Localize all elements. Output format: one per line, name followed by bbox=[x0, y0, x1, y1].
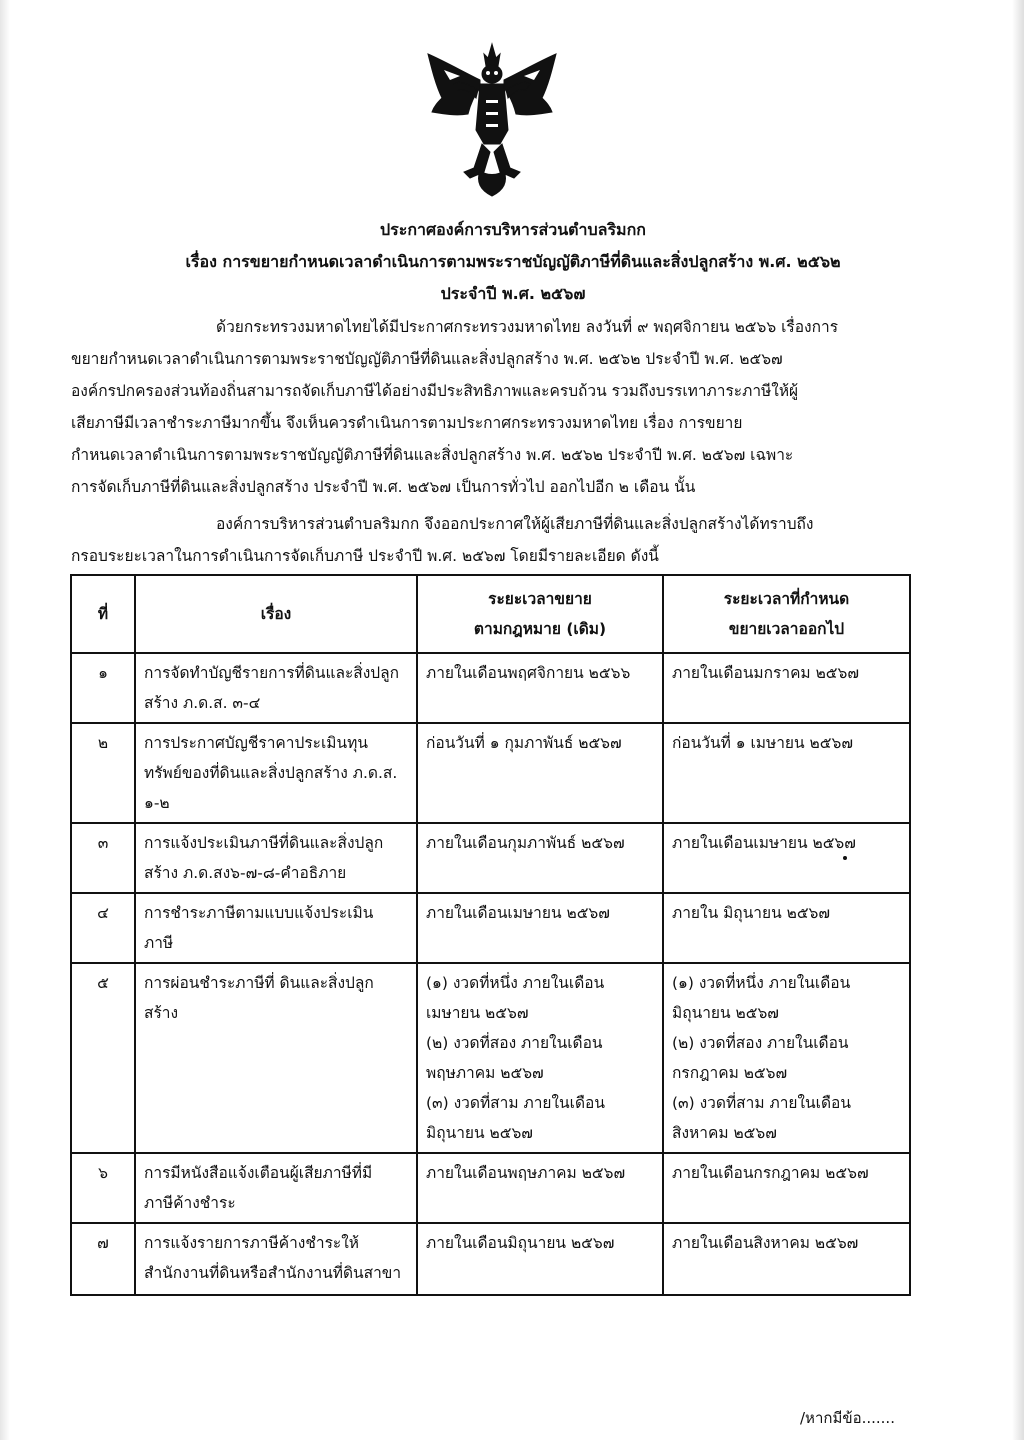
subject-line: การชำระภาษีตามแบบแจ้งประเมิน bbox=[144, 904, 374, 922]
table-row bbox=[71, 653, 910, 723]
original-line: ภายในเดือนพฤษภาคม ๒๕๖๗ bbox=[426, 1164, 626, 1182]
header-extended-line-1: ระยะเวลาที่กำหนด bbox=[723, 590, 850, 608]
row-original bbox=[417, 893, 663, 963]
row-subject bbox=[135, 723, 417, 823]
schedule-table bbox=[70, 574, 911, 1296]
paragraph-line: องค์กรปกครองส่วนท้องถิ่นสามารถจัดเก็บภาษีได้อย่างมีประสิทธิภาพและครบถ้วน รวมถึงบรรเทาภาระภาษีให้ผู้ bbox=[71, 382, 799, 400]
subject-line: การจัดทำบัญชีรายการที่ดินและสิ่งปลูก bbox=[144, 664, 400, 682]
header-subject: เรื่อง bbox=[135, 575, 417, 653]
row-extended bbox=[663, 963, 910, 1153]
row-number: ๓ bbox=[71, 823, 135, 893]
row-subject bbox=[135, 1153, 417, 1223]
subject-line: การประกาศบัญชีราคาประเมินทุน bbox=[144, 734, 368, 752]
subject-line: การแจ้งประเมินภาษีที่ดินและสิ่งปลูก bbox=[144, 834, 384, 852]
row-subject bbox=[135, 1223, 417, 1295]
table-row bbox=[71, 823, 910, 893]
announcement-title bbox=[70, 214, 956, 310]
title-line-1: ประกาศองค์การบริหารส่วนตำบลริมกก bbox=[380, 220, 646, 239]
original-line: ภายในเดือนมิถุนายน ๒๕๖๗ bbox=[426, 1234, 615, 1252]
subject-line: การแจ้งรายการภาษีค้างชำระให้ bbox=[144, 1234, 360, 1252]
row-original bbox=[417, 723, 663, 823]
subject-line: ภาษี bbox=[144, 934, 174, 952]
header-no: ที่ bbox=[71, 575, 135, 653]
table-row bbox=[71, 1153, 910, 1223]
page-edge-left bbox=[0, 0, 10, 1440]
extended-line: ภายในเดือนเมษายน ๒๕๖๗ bbox=[672, 834, 856, 852]
extended-line: ภายใน มิถุนายน ๒๕๖๗ bbox=[672, 904, 831, 922]
header-extended-period bbox=[663, 575, 910, 653]
row-number: ๔ bbox=[71, 893, 135, 963]
original-line: ภายในเดือนเมษายน ๒๕๖๗ bbox=[426, 904, 610, 922]
subject-line: การมีหนังสือแจ้งเตือนผู้เสียภาษีที่มี bbox=[144, 1164, 373, 1182]
paragraph-line: ด้วยกระทรวงมหาดไทยได้มีประกาศกระทรวงมหาดไทย ลงวันที่ ๙ พฤศจิกายน ๒๕๖๖ เรื่องการ bbox=[216, 318, 839, 336]
extended-line: ก่อนวันที่ ๑ เมษายน ๒๕๖๗ bbox=[672, 734, 853, 752]
table-row bbox=[71, 963, 910, 1153]
subject-line: ภาษีค้างชำระ bbox=[144, 1194, 236, 1212]
header-original-line-2: ตามกฎหมาย (เดิม) bbox=[473, 620, 607, 638]
subject-line: การผ่อนชำระภาษีที่ ดินและสิ่งปลูก bbox=[144, 974, 374, 992]
paragraph-line: การจัดเก็บภาษีที่ดินและสิ่งปลูกสร้าง ประจำปี พ.ศ. ๒๕๖๗ เป็นการทั่วไป ออกไปอีก ๒ เดือน นั้น bbox=[71, 478, 696, 496]
row-number: ๕ bbox=[71, 963, 135, 1153]
paragraph-line: องค์การบริหารส่วนตำบลริมกก จึงออกประกาศให้ผู้เสียภาษีที่ดินและสิ่งปลูกสร้างได้ทราบถึง bbox=[216, 515, 814, 533]
table-row bbox=[71, 723, 910, 823]
title-line-2: เรื่อง การขยายกำหนดเวลาดำเนินการตามพระราชบัญญัติภาษีที่ดินและสิ่งปลูกสร้าง พ.ศ. ๒๕๖๒ bbox=[185, 252, 841, 271]
row-original bbox=[417, 823, 663, 893]
extended-line: (๒) งวดที่สอง ภายในเดือน bbox=[672, 1034, 849, 1052]
subject-line: ทรัพย์ของที่ดินและสิ่งปลูกสร้าง ภ.ด.ส. bbox=[144, 764, 398, 782]
continued-note: /หากมีข้อ....... bbox=[800, 1409, 895, 1427]
page-edge-right bbox=[1012, 0, 1024, 1440]
subject-line: สำนักงานที่ดินหรือสำนักงานที่ดินสาขา bbox=[144, 1264, 402, 1282]
row-subject bbox=[135, 893, 417, 963]
extended-line: ภายในเดือนกรกฎาคม ๒๕๖๗ bbox=[672, 1164, 869, 1182]
paragraph-line: ขยายกำหนดเวลาดำเนินการตามพระราชบัญญัติภาษีที่ดินและสิ่งปลูกสร้าง พ.ศ. ๒๕๖๒ ประจำปี พ.ศ. ๒๕๖๗ bbox=[71, 350, 783, 368]
original-line: ภายในเดือนพฤศจิกายน ๒๕๖๖ bbox=[426, 664, 631, 682]
row-subject bbox=[135, 963, 417, 1153]
table-row bbox=[71, 893, 910, 963]
extended-line: มิถุนายน ๒๕๖๗ bbox=[672, 1004, 779, 1022]
row-subject bbox=[135, 823, 417, 893]
original-line: ก่อนวันที่ ๑ กุมภาพันธ์ ๒๕๖๗ bbox=[426, 734, 622, 752]
row-extended bbox=[663, 653, 910, 723]
subject-line: สร้าง ภ.ด.ส. ๓-๔ bbox=[144, 694, 261, 712]
paragraph-line: เสียภาษีมีเวลาชำระภาษีมากขึ้น จึงเห็นควรดำเนินการตามประกาศกระทรวงมหาดไทย เรื่อง การขยาย bbox=[71, 414, 743, 432]
subject-line: ๑-๒ bbox=[144, 794, 170, 812]
table-body bbox=[71, 653, 910, 1295]
garuda-emblem-icon bbox=[420, 40, 564, 200]
row-extended bbox=[663, 1153, 910, 1223]
extended-line: กรกฎาคม ๒๕๖๗ bbox=[672, 1064, 788, 1082]
header-original-period bbox=[417, 575, 663, 653]
extended-line: (๑) งวดที่หนึ่ง ภายในเดือน bbox=[672, 974, 851, 992]
original-line: มิถุนายน ๒๕๖๗ bbox=[426, 1124, 533, 1142]
original-line: (๑) งวดที่หนึ่ง ภายในเดือน bbox=[426, 974, 605, 992]
row-extended bbox=[663, 823, 910, 893]
row-extended bbox=[663, 1223, 910, 1295]
original-line: ภายในเดือนกุมภาพันธ์ ๒๕๖๗ bbox=[426, 834, 625, 852]
stray-mark bbox=[843, 856, 847, 860]
row-number: ๗ bbox=[71, 1223, 135, 1295]
original-line: เมษายน ๒๕๖๗ bbox=[426, 1004, 529, 1022]
extended-line: ภายในเดือนสิงหาคม ๒๕๖๗ bbox=[672, 1234, 859, 1252]
body-paragraph-2 bbox=[71, 508, 912, 572]
paragraph-line: กำหนดเวลาดำเนินการตามพระราชบัญญัติภาษีที่ดินและสิ่งปลูกสร้าง พ.ศ. ๒๕๖๒ ประจำปี พ.ศ. ๒๕๖๗ เฉพาะ bbox=[71, 446, 794, 464]
original-line: (๓) งวดที่สาม ภายในเดือน bbox=[426, 1094, 605, 1112]
table-header-row bbox=[71, 575, 910, 653]
row-number: ๒ bbox=[71, 723, 135, 823]
row-subject bbox=[135, 653, 417, 723]
row-original bbox=[417, 653, 663, 723]
subject-line: สร้าง bbox=[144, 1004, 179, 1022]
row-extended bbox=[663, 893, 910, 963]
row-original bbox=[417, 963, 663, 1153]
extended-line: ภายในเดือนมกราคม ๒๕๖๗ bbox=[672, 664, 860, 682]
row-number: ๑ bbox=[71, 653, 135, 723]
original-line: (๒) งวดที่สอง ภายในเดือน bbox=[426, 1034, 603, 1052]
table-row bbox=[71, 1223, 910, 1295]
schedule-table-wrap bbox=[70, 574, 909, 1282]
row-original bbox=[417, 1153, 663, 1223]
paragraph-line: กรอบระยะเวลาในการดำเนินการจัดเก็บภาษี ประจำปี พ.ศ. ๒๕๖๗ โดยมีรายละเอียด ดังนี้ bbox=[71, 547, 659, 565]
row-number: ๖ bbox=[71, 1153, 135, 1223]
extended-line: สิงหาคม ๒๕๖๗ bbox=[672, 1124, 777, 1142]
row-original bbox=[417, 1223, 663, 1295]
header-original-line-1: ระยะเวลาขยาย bbox=[488, 590, 592, 608]
row-extended bbox=[663, 723, 910, 823]
body-paragraph-1 bbox=[71, 311, 912, 503]
subject-line: สร้าง ภ.ด.สง๖-๗-๘-คำอธิภาย bbox=[144, 864, 347, 882]
original-line: พฤษภาคม ๒๕๖๗ bbox=[426, 1064, 544, 1082]
title-line-3: ประจำปี พ.ศ. ๒๕๖๗ bbox=[440, 284, 586, 303]
extended-line: (๓) งวดที่สาม ภายในเดือน bbox=[672, 1094, 851, 1112]
header-extended-line-2: ขยายเวลาออกไป bbox=[728, 620, 845, 638]
